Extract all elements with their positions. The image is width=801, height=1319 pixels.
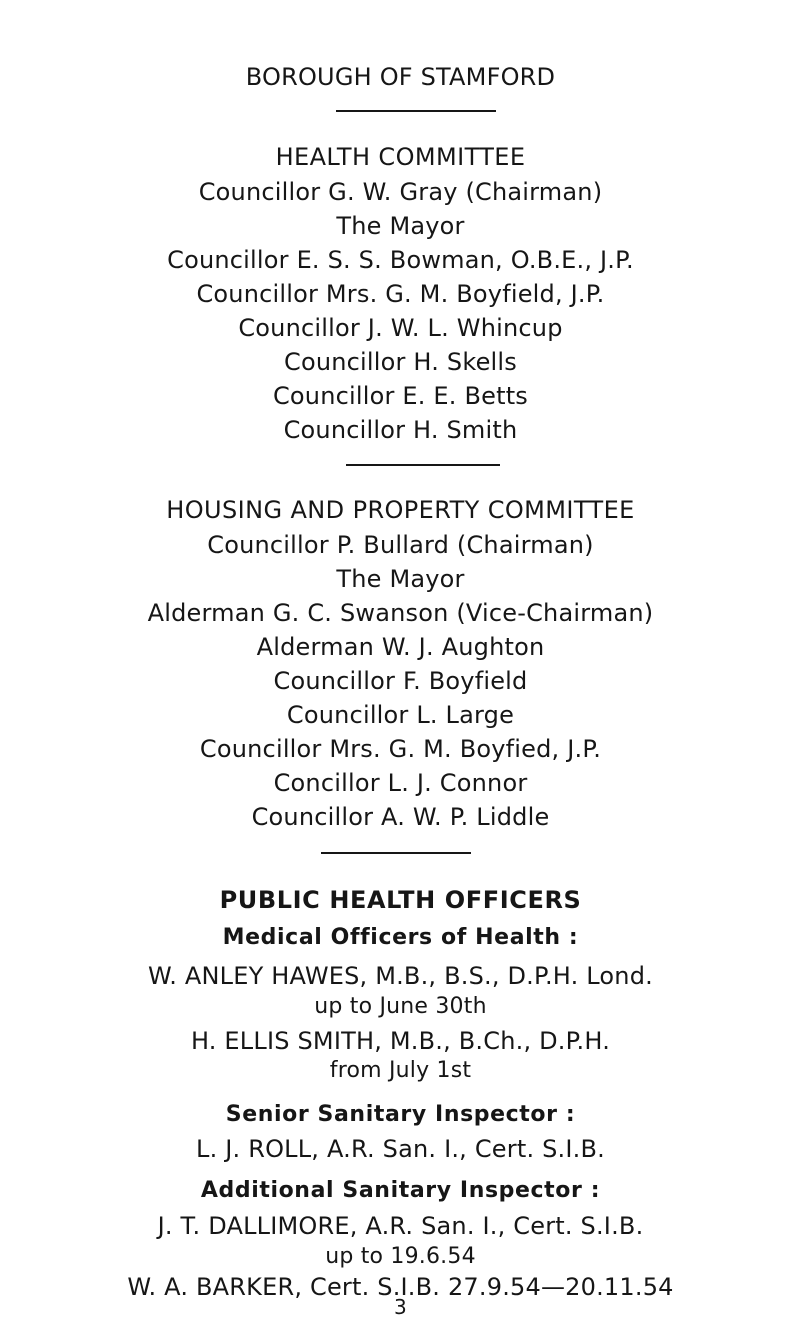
health-committee-member: Councillor E. E. Betts — [272, 382, 529, 410]
divider-top — [336, 110, 496, 112]
health-committee-member: Councillor J. W. L. Whincup — [238, 314, 563, 342]
housing-committee-heading: HOUSING AND PROPERTY COMMITTEE — [166, 496, 635, 524]
housing-committee-member: Alderman W. J. Aughton — [256, 633, 545, 661]
health-committee-member: Councillor Mrs. G. M. Boyfield, J.P. — [196, 280, 605, 308]
moh-officer-name: W. ANLEY HAWES, M.B., B.S., D.P.H. Lond. — [148, 962, 653, 990]
additional-inspector-heading: Additional Sanitary Inspector : — [200, 1178, 601, 1203]
housing-committee-member: Councillor Mrs. G. M. Boyfied, J.P. — [199, 735, 602, 763]
moh-officer-period: up to June 30th — [314, 994, 487, 1019]
health-committee-member: Councillor H. Skells — [283, 348, 517, 376]
moh-officer-period: from July 1st — [329, 1058, 472, 1083]
housing-committee-member: Alderman G. C. Swanson (Vice-Chairman) — [147, 599, 654, 627]
health-committee-member: Councillor E. S. S. Bowman, O.B.E., J.P. — [167, 246, 634, 274]
moh-officer-name: H. ELLIS SMITH, M.B., B.Ch., D.P.H. — [190, 1027, 611, 1055]
moh-heading: Medical Officers of Health : — [222, 925, 579, 950]
health-committee-heading: HEALTH COMMITTEE — [275, 143, 526, 171]
housing-committee-member: Councillor F. Boyfield — [273, 667, 528, 695]
senior-inspector-name: L. J. ROLL, A.R. San. I., Cert. S.I.B. — [196, 1135, 605, 1163]
housing-committee-member: Councillor A. W. P. Liddle — [251, 803, 550, 831]
housing-committee-member: Councillor L. Large — [286, 701, 515, 729]
additional-inspector-name: J. T. DALLIMORE, A.R. San. I., Cert. S.I.B. — [157, 1212, 644, 1240]
senior-inspector-heading: Senior Sanitary Inspector : — [225, 1102, 576, 1127]
housing-committee-member: The Mayor — [336, 565, 465, 593]
additional-inspector-period: up to 19.6.54 — [325, 1244, 476, 1269]
borough-title: BOROUGH OF STAMFORD — [245, 63, 556, 91]
housing-committee-member: Concillor L. J. Connor — [273, 769, 528, 797]
public-health-heading: PUBLIC HEALTH OFFICERS — [219, 886, 582, 914]
divider-housing — [321, 852, 471, 854]
housing-committee-member: Councillor P. Bullard (Chairman) — [207, 531, 594, 559]
health-committee-member: Councillor H. Smith — [283, 416, 518, 444]
health-committee-member: The Mayor — [336, 212, 465, 240]
divider-health — [346, 464, 500, 466]
additional-inspector-name: W. A. BARKER, Cert. S.I.B. 27.9.54—20.11.54 — [127, 1273, 674, 1301]
health-committee-member: Councillor G. W. Gray (Chairman) — [198, 178, 603, 206]
page-number: 3 — [394, 1295, 407, 1319]
